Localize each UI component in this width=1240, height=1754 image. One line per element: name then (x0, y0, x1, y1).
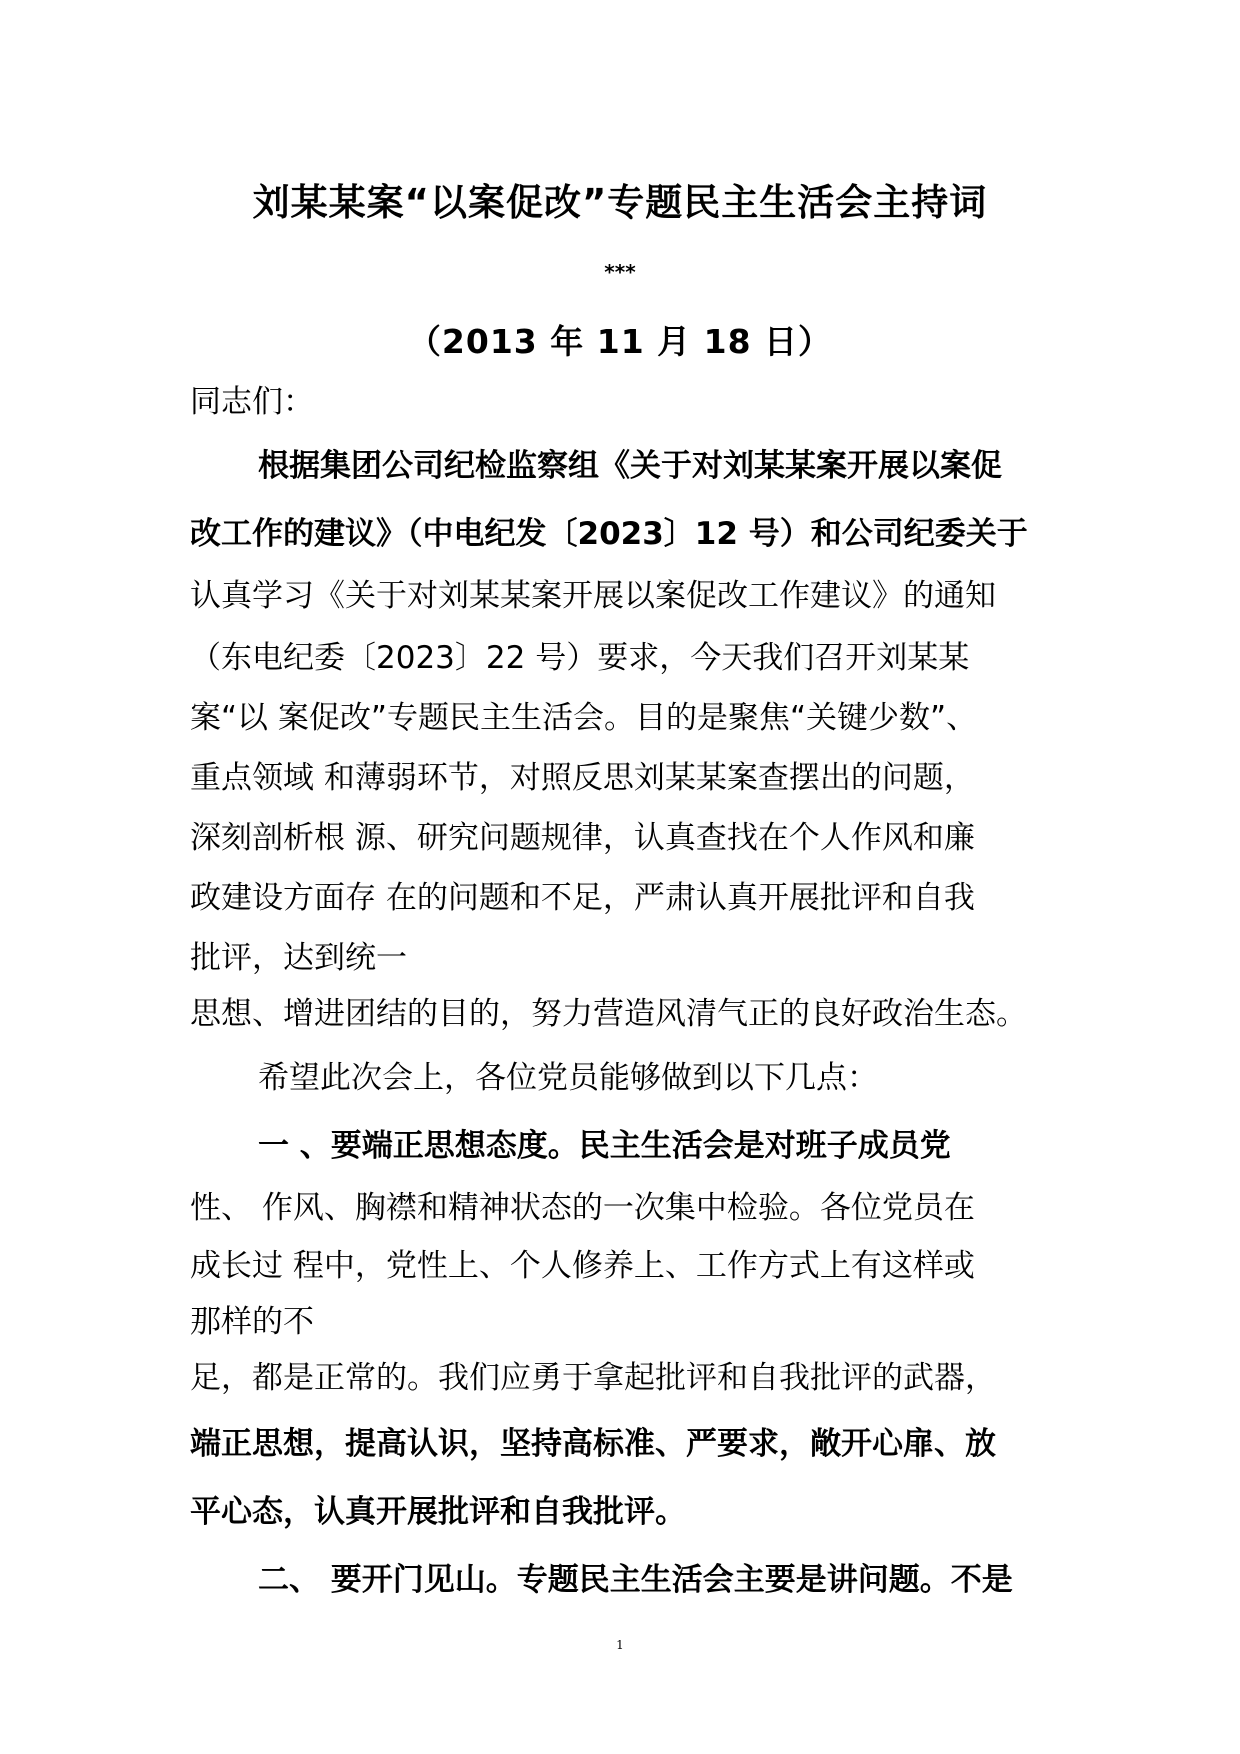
document-date: （2013 年 11 月 18 日） (407, 322, 833, 361)
salutation: 同志们： (190, 384, 314, 420)
body-line: 根据集团公司纪检监察组《关于对刘某某案开展以案促 (258, 448, 1002, 484)
body-line: 深刻剖析根 源、研究问题规律，认真查找在个人作风和廉 (190, 820, 975, 856)
section-heading-1: 一 、要端正思想态度。民主生活会是对班子成员党 (258, 1128, 951, 1164)
body-line: 重点领域 和薄弱环节，对照反思刘某某案查摆出的问题， (190, 760, 975, 796)
body-line: 成长过 程中，党性上、个人修养上、工作方式上有这样或 (190, 1248, 975, 1284)
body-line: 平心态，认真开展批评和自我批评。 (190, 1494, 686, 1530)
body-line: 性、 作风、胸襟和精神状态的一次集中检验。各位党员在 (190, 1190, 975, 1226)
body-line: 案“以 案促改”专题民主生活会。目的是聚焦“关键少数”、 (190, 700, 978, 736)
body-line: 认真学习《关于对刘某某案开展以案促改工作建议》的通知 (190, 578, 996, 614)
page-number: 1 (616, 1638, 624, 1652)
section-heading-2: 二、 要开门见山。专题民主生活会主要是讲问题。不是 (258, 1562, 1013, 1598)
document-title: 刘某某案“以案促改”专题民主生活会主持词 (252, 181, 988, 224)
body-line: 思想、增进团结的目的，努力营造风清气正的良好政治生态。 (190, 996, 1027, 1032)
author-mark: *** (604, 260, 636, 284)
body-line: 改工作的建议》（中电纪发〔2023〕12 号）和公司纪委关于 (190, 516, 1028, 552)
body-line: 希望此次会上，各位党员能够做到以下几点： (258, 1060, 878, 1096)
body-line: 足，都是正常的。我们应勇于拿起批评和自我批评的武器， (190, 1360, 996, 1396)
body-line: 端正思想，提高认识，坚持高标准、严要求，敞开心扉、放 (190, 1426, 996, 1462)
body-line: 那样的不 (190, 1304, 314, 1340)
body-line: （东电纪委〔2023〕22 号）要求，今天我们召开刘某某 (190, 640, 970, 676)
body-line: 批评，达到统一 (190, 940, 407, 976)
body-line: 政建设方面存 在的问题和不足，严肃认真开展批评和自我 (190, 880, 975, 916)
